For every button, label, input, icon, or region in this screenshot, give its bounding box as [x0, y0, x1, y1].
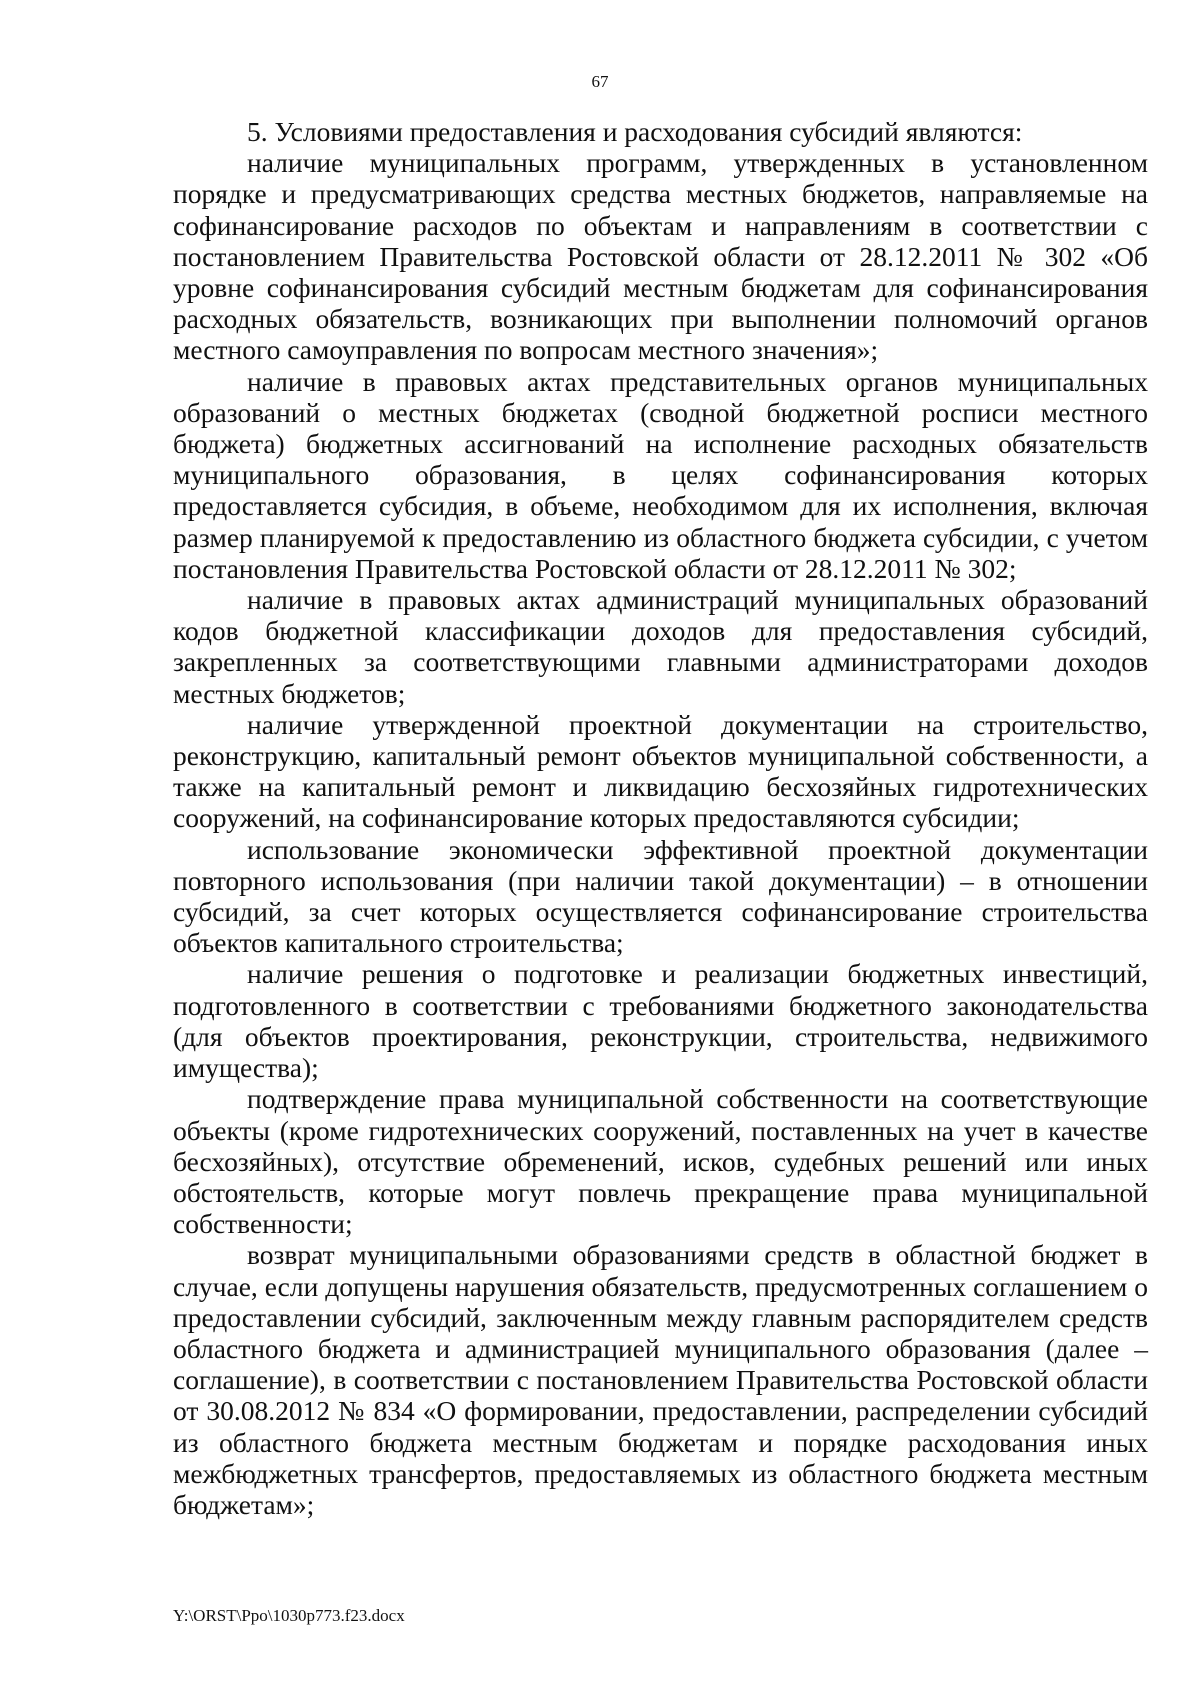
paragraph-ownership-confirmation: подтверждение права муниципальной собственности на соответствующие объекты (кроме гидротехнических сооружений, поставленных на учет в качестве бесхозяйных), отсутствие обременений, исков, судебных решений или иных обстоятельств, которые могут повлечь прекращение права муниципальной собственности;: [173, 1083, 1148, 1240]
paragraph-budget-allocations: наличие в правовых актах представительных органов муниципальных образований о местных бюджетах (сводной бюджетной росписи местного бюджета) бюджетных ассигнований на исполнение расходных обязательств муниципального образования, в целях софинансирования которых предоставляется субсидия, в объеме, необходимом для их исполнения, включая размер планируемой к предоставлению из областного бюджета субсидии, с учетом постановления Правительства Ростовской области от 28.12.2011 № 302;: [173, 365, 1148, 584]
paragraph-funds-return: возврат муниципальными образованиями средств в областной бюджет в случае, если допущены нарушения обязательств, предусмотренных соглашением о предоставлении субсидий, заключенным между главным распорядителем средств областного бюджета и администрацией муниципального образования (далее – соглашение), в соответствии с постановлением Правительства Ростовской области от 30.08.2012 № 834 «О формировании, предоставлении, распределении субсидий из областного бюджета местным бюджетам и порядке расходования иных межбюджетных трансфертов, предоставляемых из областного бюджета местным бюджетам»;: [173, 1239, 1148, 1520]
footer-file-path: Y:\ORST\Ppo\1030p773.f23.docx: [173, 1606, 405, 1625]
document-body: [173, 116, 1148, 1520]
paragraph-reuse-documentation: использование экономически эффективной проектной документации повторного использования (при наличии такой документации) – в отношении субсидий, за счет которых осуществляется софинансирование строительства объектов капитального строительства;: [173, 833, 1148, 959]
paragraph-project-documentation: наличие утвержденной проектной документации на строительство, реконструкцию, капитальный ремонт объектов муниципальной собственности, а также на капитальный ремонт и ликвидацию бесхозяйных гидротехнических сооружений, на софинансирование которых предоставляются субсидии;: [173, 708, 1148, 834]
paragraph-classification-codes: наличие в правовых актах администраций муниципальных образований кодов бюджетной классификации доходов для предоставления субсидий, закрепленных за соответствующими главными администраторами доходов местных бюджетов;: [173, 584, 1148, 709]
paragraph-municipal-programs: наличие муниципальных программ, утвержденных в установленном порядке и предусматривающих средства местных бюджетов, направляемые на софинансирование расходов по объектам и направлениям в соответствии с постановлением Правительства Ростовской области от 28.12.2011 № 302 «Об уровне софинансирования субсидий местным бюджетам для софинансирования расходных обязательств, возникающих при выполнении полномочий органов местного самоуправления по вопросам местного значения»;: [173, 147, 1148, 366]
page-number: 67: [591, 72, 609, 91]
paragraph-investment-decision: наличие решения о подготовке и реализации бюджетных инвестиций, подготовленного в соответствии с требованиями бюджетного законодательства (для объектов проектирования, реконструкции, строительства, недвижимого имущества);: [173, 958, 1148, 1084]
paragraph-conditions-heading: 5. Условиями предоставления и расходования субсидий являются:: [247, 116, 1023, 147]
